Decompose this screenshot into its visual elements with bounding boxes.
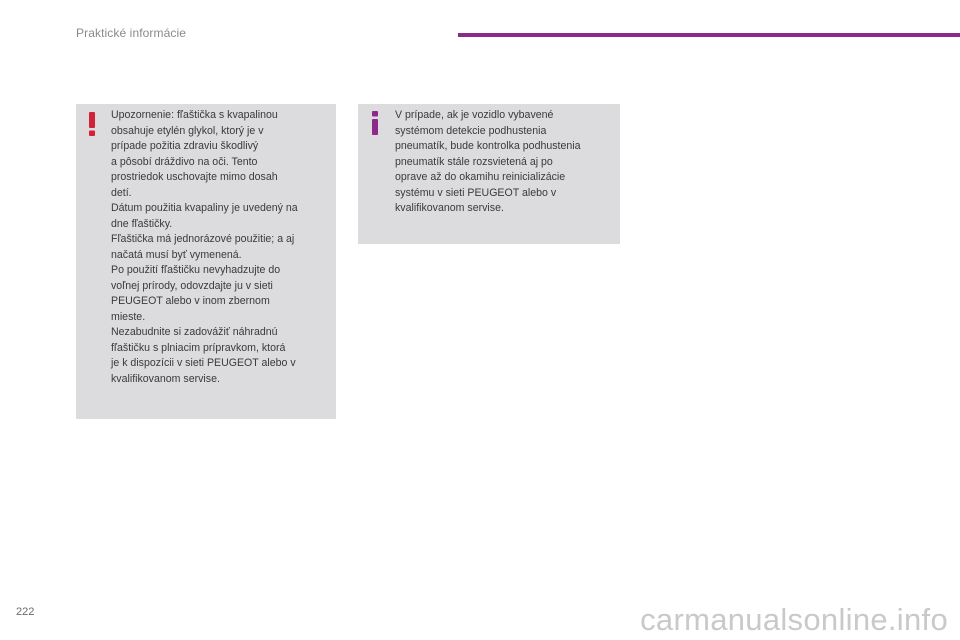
warning-note-box [76, 104, 336, 419]
section-accent-bar [458, 33, 960, 37]
page-number: 222 [16, 606, 35, 618]
info-note-box [358, 104, 620, 244]
page-section-title: Praktické informácie [76, 26, 187, 40]
exclamation-icon [88, 112, 96, 136]
watermark-text: carmanualsonline.info [640, 602, 948, 637]
info-icon [370, 111, 380, 135]
warning-note-text: Upozornenie: fľaštička s kvapalinou obsahuje etylén glykol, ktorý je v prípade požitia zdraviu škodlivý a pôsobí dráždivo na oči. Tento prostriedok uschovajte mimo dosah detí. Dátum použitia kvapaliny je uvedený na dne fľaštičky. Fľaštička má jednorázové použitie; a aj načatá musí byť vymenená. Po použití fľaštičku nevyhadzujte do voľnej prírody, odovzdajte ju v sieti PEUGEOT alebo v inom zbernom mieste. Nezabudnite si zadovážiť náhradnú fľaštičku s plniacim prípravkom, ktorá je k dispozícii v sieti PEUGEOT alebo v kvalifikovanom servise. [111, 109, 298, 385]
info-note-text: V prípade, ak je vozidlo vybavené systémom detekcie podhustenia pneumatík, bude kontrolka podhustenia pneumatík stále rozsvietená aj po oprave až do okamihu reinicializácie systému v sieti PEUGEOT alebo v kvalifikovanom servise. [395, 109, 581, 214]
